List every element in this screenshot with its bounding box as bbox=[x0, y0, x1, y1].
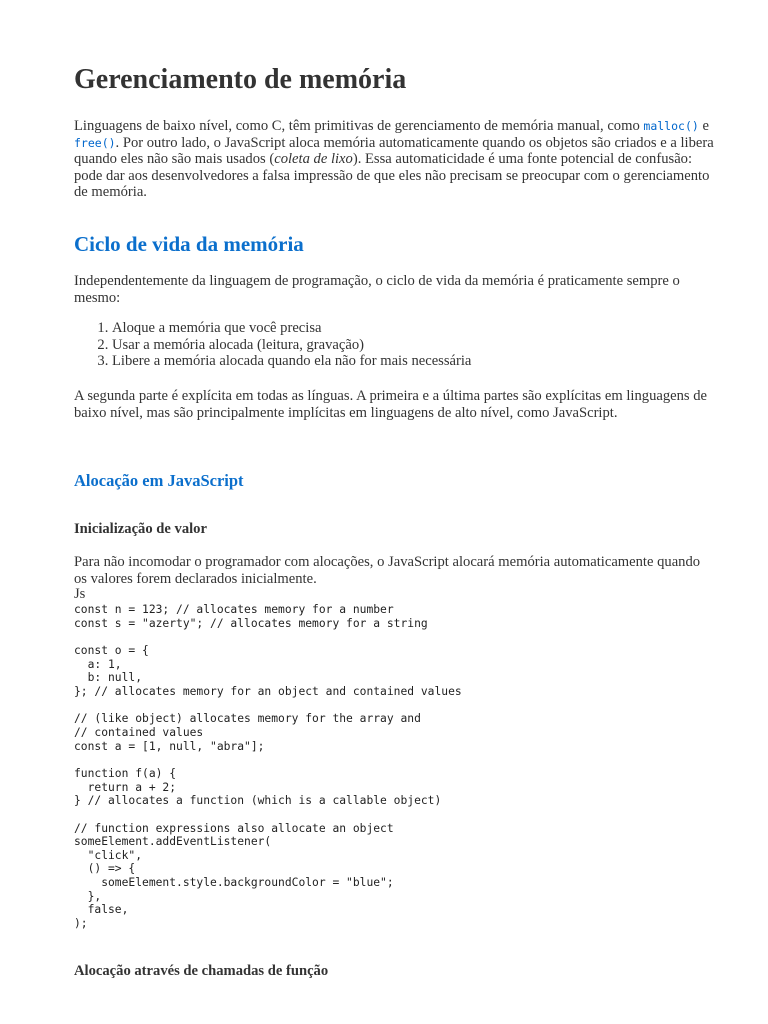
list-item: 2. Usar a memória alocada (leitura, gravação) bbox=[112, 337, 471, 354]
code-language-label: Js bbox=[74, 586, 86, 602]
intro-paragraph bbox=[74, 118, 714, 201]
section-heading-lifecycle: Ciclo de vida da memória bbox=[74, 232, 304, 256]
free-code: free() bbox=[74, 135, 116, 150]
malloc-code: malloc() bbox=[643, 119, 699, 133]
garbage-collection-term: coleta de lixo bbox=[274, 151, 353, 167]
lifecycle-intro: Independentemente da linguagem de programação, o ciclo de vida da memória é praticamente sempre o mesmo: bbox=[74, 273, 680, 306]
list-item: 3. Libere a memória alocada quando ela não for mais necessária bbox=[112, 353, 471, 370]
intro-text: Linguagens de baixo nível, como C, têm primitivas de gerenciamento de memória manual, como bbox=[74, 118, 644, 134]
lifecycle-steps-list bbox=[74, 320, 471, 370]
list-item: 1. Aloque a memória que você precisa bbox=[112, 320, 471, 337]
intro-text: . Por outro lado, o JavaScript aloca memória automaticamente quando os objetos são criados e a libera quando eles não são mais usados ( bbox=[74, 134, 714, 167]
intro-text: e bbox=[698, 118, 709, 134]
section-heading-allocation: Alocação em JavaScript bbox=[74, 471, 244, 490]
intro-text: ). Essa automaticidade é uma fonte potencial de confusão: pode dar aos desenvolvedores a falsa impressão de que eles não precisam se preocupar com o gerenciamento de memória. bbox=[74, 151, 710, 200]
lifecycle-explanation: A segunda parte é explícita em todas as línguas. A primeira e a última partes são explícitas em linguagens de baixo nível, mas são principalmente implícitas em linguagens de alto nível, como JavaScript. bbox=[74, 388, 708, 421]
page-title: Gerenciamento de memória bbox=[74, 64, 407, 95]
code-block: const n = 123; // allocates memory for a number const s = "azerty"; // allocates memory for a string const o = { a: 1, b: null, }; // allocates memory for an object and contained values // (like object) allocates memory for the array and // contained values const a = [1, null, "abra"]; function f(a) { return a + 2; } // allocates a function (which is a callable object) // function expressions also allocate an object someElement.addEventListener( "click", () => { someElement.style.backgroundColor = "blue"; }, false, ); bbox=[74, 603, 462, 931]
subheading-value-init: Inicialização de valor bbox=[74, 521, 207, 537]
subheading-function-calls: Alocação através de chamadas de função bbox=[74, 963, 329, 979]
value-init-paragraph: Para não incomodar o programador com alocações, o JavaScript alocará memória automaticamente quando os valores forem declarados inicialmente. bbox=[74, 554, 701, 587]
